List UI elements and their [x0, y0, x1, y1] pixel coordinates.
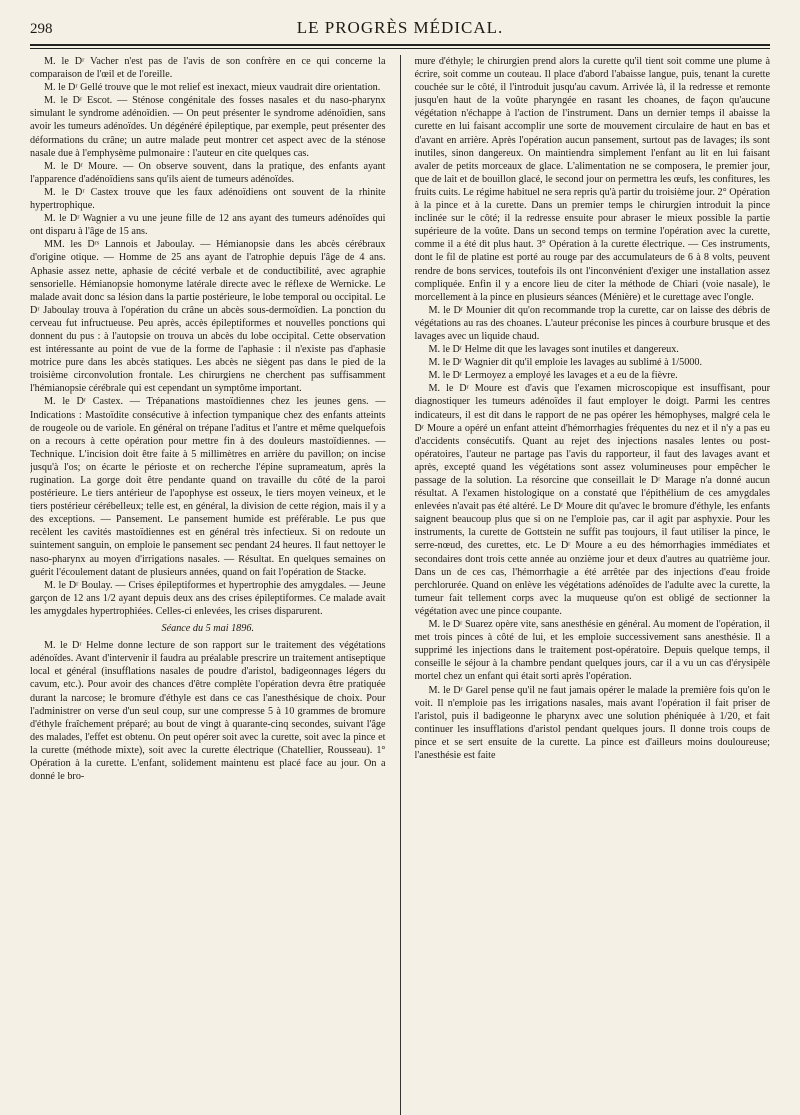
left-column [30, 55, 386, 1115]
page-number: 298 [30, 21, 53, 37]
journal-title: LE PROGRÈS MÉDICAL. [296, 18, 504, 37]
paragraph: mure d'éthyle; le chirurgien prend alors la curette qu'il tient soit comme une plume à écrire, soit comme un couteau. Il place d'abord l'abaisse langue, puis, tenant la curette couchée sur le côté, il l'introduit jusqu'au cavum. Arrivée là, il la redresse et remonte jusqu'en haut de la voûte pharyngée en rasant les choanes, de façon qu'aucune végétation n'échappe à l'action de l'instrument. Dans un dernier temps il abaisse la curette en lui faisant accomplir une sorte de mouvement circulaire de haut en bas et d'avant en arrière. Après l'opération aucun pansement, surtout pas de lavages; ils sont inutiles, sinon dangereux. On maintiendra simplement l'enfant au lit en lui faisant avaler de petits morceaux de glace. L'alimentation ne se composera, le premier jour, que de lait et de bouillon glacé, le second jour on permettra les œufs, les confitures, les fruits cuits. Le régime habituel ne sera repris qu'à partir du troisième jour. 2° Opération à la pince et à la curette. Dans un premier temps le chirurgien introduit la pince inclinée sur le côté; il la redresse ensuite pour abraser le mieux possible la partie supérieure de la voûte. Dans un second temps on termine l'opération avec la curette, comme il a été dit plus haut. 3° Opération à la curette électrique. — Ces instruments, dont le fil de platine est porté au rouge par des accumulateurs de 6 à 8 volts, peuvent rendre de bons services, toutefois ils ont l'inconvénient d'exiger une installation assez compliquée. Enfin il y a encore lieu de citer la méthode de Chiari (voie nasale), le morcellement à la pince en plusieurs séances (Ménière) et le curettage avec l'ongle. [414, 56, 771, 303]
paragraph: M. le Dʳ Castex. — Trépanations mastoïdiennes chez les jeunes gens. — Indications : Mastoïdite consécutive à infection tympanique chez des enfants atteints de rougeole ou de variole. En général on trépane l'aditus et l'antre et même quelquefois on a recours à cette opération pour mettre fin à des douleurs mastoïdiennes. — Technique. L'incision doit être faite à 5 millimètres en arrière du pavillon; on incise jusqu'à l'os; on écarte le périoste et on recherche l'épine suprameatum, après la rugination. La gorge doit être pendante quand on travaille du côté de la paroi postérieure. Le tiers antérieur de l'apophyse est osseux, le tiers moyen veineux, et le tiers postérieur cérébelleux; telle est, en général, la division de cette région, mais il y a des exceptions. — Pansement. Le pansement humide est préférable. Le pus que recèlent les cavités mastoïdiennes est en général très infectieux. Si on redoute un suintement sanguin, on emploie le pansement sec pendant 24 heures. Il faut nettoyer le naso-pharynx au moyen d'irrigations nasales. — Résultat. En quelques semaines on guérit l'écoulement datant de plusieurs années, quand on fait l'opération de Stacke. [30, 396, 386, 578]
paragraph: M. le Dʳ Boulay. — Crises épileptiformes et hypertrophie des amygdales. — Jeune garçon de 12 ans 1/2 ayant depuis deux ans des crises épileptiformes. Ce malade avait les amygdales hypertrophiées. Celles-ci enlevées, les crises disparurent. [30, 579, 386, 617]
paragraph: M. le Dʳ Moure. — On observe souvent, dans la pratique, des enfants ayant l'apparence d'adénoïdiens sans qu'ils aient de tumeurs adénoïdes. [30, 160, 386, 185]
paragraph: MM. les Dʳˢ Lannois et Jaboulay. — Hémianopsie dans les abcès cérébraux d'origine otique. — Homme de 25 ans ayant de l'atrophie depuis l'âge de 4 ans. Aphasie assez nette, aphasie de cécité verbale et de conductibilité, avec agraphie sensorielle. Hémianopsie homonyme latérale directe avec le réflexe de Wernicke. Le malade avait donc sa lésion dans la partie postérieure, le lobe temporal ou occipital. Le Dʳ Jaboulay trouva à l'opération du crâne un abcès sous-dermoïdien. La ponction du cerveau fut infructueuse. Peu après, accès épileptiformes et nouvelles ponctions qui donnent du pus : à l'autopsie on trouva un abcès du lobe occipital. Cette observation est intéressante au point de vue de la forme de l'aphasie : il n'existe pas d'aphasie motrice pure dans les abcès statiques. Les abcès ne siègent pas dans le pied de la troisième circonvolution frontale. Les chirurgiens ne cherchent pas suffisamment l'hémianopsie cérébrale qui est cependant un symptôme important. [30, 239, 386, 395]
text-columns [30, 55, 770, 1115]
right-column [415, 55, 771, 1115]
paragraph: M. le Dʳ Castex trouve que les faux adénoïdiens ont souvent de la rhinite hypertrophique. [30, 186, 386, 212]
paragraph: M. le Dʳ Gellé trouve que le mot relief est inexact, mieux vaudrait dire orientation. [44, 82, 381, 94]
paragraph: M. le Dʳ Vacher n'est pas de l'avis de son confrère en ce qui concerne la comparaison de l'œil et de l'oreille. [30, 56, 386, 81]
paragraph: M. le Dʳ Lermoyez a employé les lavages et a eu de la fièvre. [428, 370, 678, 382]
paragraph: M. le Dʳ Wagnier dit qu'il emploie les lavages au sublimé à 1/5000. [428, 357, 703, 369]
header-rule-thick [30, 44, 770, 46]
page-header [30, 18, 770, 40]
paragraph: M. le Dʳ Wagnier a vu une jeune fille de 12 ans ayant des tumeurs adénoïdes qui ont disparu à l'âge de 15 ans. [30, 213, 386, 238]
paragraph: M. le Dʳ Garel pense qu'il ne faut jamais opérer le malade la première fois qu'on le voit. Il n'emploie pas les irrigations nasales, mais avant l'opération il fait priser de l'aristol, puis il badigeonne le pharynx avec une solution phéniquée à 1/20, et fait continuer les insufflations d'aristol pendant quelques jours. Il donne trois coups de pince et se sert ensuite de la curette. La pince est d'ailleurs moins douloureuse; l'anesthésie est faite [414, 684, 771, 761]
paragraph: M. le Dʳ Helme donne lecture de son rapport sur le traitement des végétations adénoïdes. Avant d'intervenir il faudra au préalable prescrire un traitement antiseptique local et général (insufflations nasales de poudre d'aristol, badigeonnages légers du cavum, etc.). Pour avoir des chances d'être complète l'opération devra être pratiquée durant la narcose; le bromure d'éthyle est dans ce cas l'anesthésique de choix. Pour l'administrer on verse d'un seul coup, sur une compresse 5 à 10 grammes de bromure d'éthyle fraîchement préparé; au bout de vingt à quarante-cinq secondes, suivant l'âge des malades, l'effet est obtenu. On peut opérer soit avec la curette, soit avec la pince et la curette (méthode mixte), soit avec la curette électrique (Chatellier, Rousseau). 1° Opération à la curette. L'enfant, solidement maintenu est placé face au jour. On a donné le bro- [30, 640, 386, 783]
column-divider [400, 55, 401, 1115]
paragraph: M. le Dʳ Mounier dit qu'on recommande trop la curette, car on laisse des débris de végétations au ras des choanes. L'auteur préconise les pinces à courbure brusque et des lavages avec un liquide chaud. [414, 304, 771, 342]
paragraph: M. le Dʳ Escot. — Sténose congénitale des fosses nasales et du naso-pharynx simulant le syndrome adénoïdien. — On peut présenter le syndrome adénoïdien, sans avoir les tumeurs adénoïdes. Un dégénéré épileptique, par exemple, peut présenter des déformations du crâne; un autre malade peut montrer cet aspect avec de la sténose nasale due à l'emphysème pulmonaire : l'auteur en cite quelques cas. [30, 95, 386, 159]
paragraph: M. le Dʳ Helme dit que les lavages sont inutiles et dangereux. [428, 344, 679, 356]
header-rule-thin [30, 48, 770, 49]
paragraph: M. le Dʳ Suarez opère vite, sans anesthésie en général. Au moment de l'opération, il met trois pinces à côté de lui, et les emploie successivement sans anesthésie. Il a supprimé les injections dans le traitement post-opératoire. Depuis quelque temps, il conseille le séjour à la chambre pendant quelques jours, car il a vu un cas d'érysipèle mortel chez un enfant qui était sorti après l'opération. [414, 619, 771, 683]
paragraph: M. le Dʳ Moure est d'avis que l'examen microscopique est insuffisant, pour diagnostiquer les tumeurs adénoïdes il faut employer le doigt. Parmi les centres indicateurs, il est dit dans le rapport de ne pas opérer les hémophyses, malgré cela le Dʳ Moure a opéré un enfant atteint d'hémorrhagies fréquentes du nez et il n'y a pas eu d'accidents consécutifs. Quant au rejet des injections nasales lentes ou post-opératoires, l'auteur ne partage pas l'avis du rapporteur, il faut des lavages avant et après, excepté quand les végétations sont assez volumineuses pour empêcher le passage de la solution. La résorcine que conseillait le Dʳ Marage n'a donné aucun résultat. A l'examen histologique on a constaté que l'épithélium de ces amygdales enlevées n'avait pas été altéré. Le Dʳ Moure dit qu'avec le bromure d'éthyle, les enfants saignent beaucoup plus que si on ne l'emploie pas, car il agit par asphyxie. Pour les instruments, la curette de Gottstein ne suffit pas toujours, il faut utiliser la pince, le serre-nœud, des curettes, etc. Le Dʳ Moure a eu des hémorrhagies immédiates et secondaires dont trois cette année au onzième jour et deux d'autres au quatrième jour. Dans un de ces cas, l'hémorrhagie a été arrêtée par des injections d'eau froide perchlorurée. Quand on enlève les végétations adénoïdes de l'adulte avec la curette, la tumeur fait tellement corps avec la muqueuse qu'on est obligé de sectionner la végétation avec une pince coupante. [414, 383, 771, 617]
session-heading: Séance du 5 mai 1896. [161, 623, 255, 635]
